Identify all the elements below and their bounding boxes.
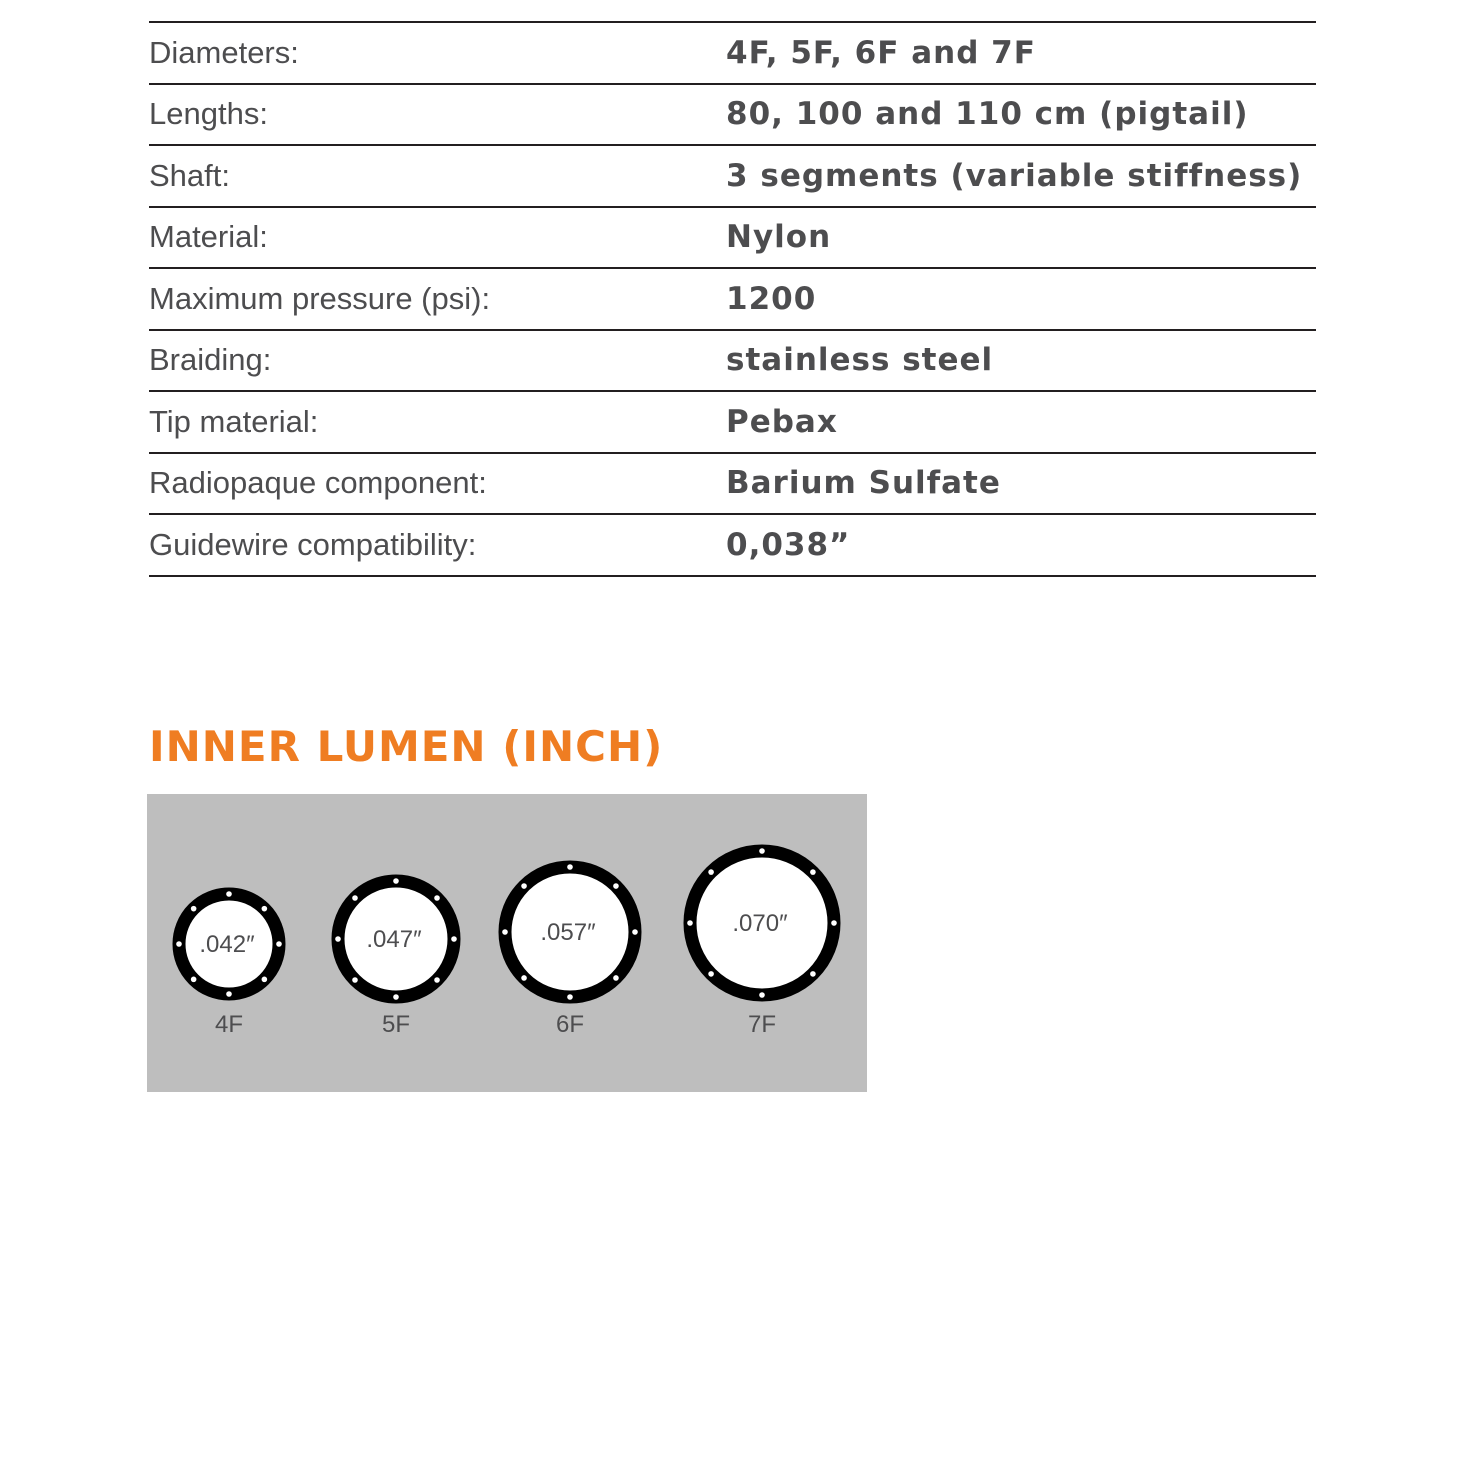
spec-label: Material: <box>149 219 268 255</box>
spec-row-lengths <box>149 85 1316 147</box>
spec-value: Nylon <box>726 219 832 256</box>
braid-dot <box>434 895 440 901</box>
braid-dot <box>502 929 508 935</box>
spec-label: Diameters: <box>149 34 299 70</box>
braid-dot <box>262 977 268 983</box>
braid-dot <box>521 883 527 889</box>
braid-dot <box>567 994 573 1000</box>
spec-label: Tip material: <box>149 403 319 439</box>
lumen-diameter-label: .047″ <box>366 926 422 953</box>
french-size-label: 6F <box>555 1011 585 1038</box>
lumen-cross-section-7f <box>687 848 837 1038</box>
braid-dot <box>352 977 358 983</box>
spec-value: 4F, 5F, 6F and 7F <box>726 34 1036 71</box>
lumen-cross-section-4f <box>176 891 282 1038</box>
braid-dot <box>276 941 282 947</box>
spec-value: stainless steel <box>726 342 994 379</box>
braid-dot <box>759 848 765 854</box>
braid-dot <box>191 906 197 912</box>
braid-dot <box>335 936 341 942</box>
braid-dot <box>393 878 399 884</box>
spec-value: 1200 <box>726 280 817 317</box>
braid-dot <box>434 977 440 983</box>
braid-dot <box>613 975 619 981</box>
spec-value: Barium Sulfate <box>726 465 1001 502</box>
french-size-label: 4F <box>214 1011 244 1038</box>
braid-dot <box>613 883 619 889</box>
spec-value: 0,038” <box>726 526 851 563</box>
braid-dot <box>708 971 714 977</box>
braid-dot <box>521 975 527 981</box>
spec-row-maximum-pressure <box>149 269 1316 331</box>
lumen-cross-section-5f <box>335 878 457 1038</box>
inner-lumen-title: INNER LUMEN (INCH) <box>149 722 664 771</box>
braid-dot <box>831 920 837 926</box>
braid-dot <box>226 891 232 897</box>
french-size-label: 5F <box>381 1011 411 1038</box>
braid-dot <box>176 941 182 947</box>
spec-row-material <box>149 208 1316 270</box>
french-size-label: 7F <box>747 1011 777 1038</box>
spec-value: 3 segments (variable stiffness) <box>726 157 1303 194</box>
braid-dot <box>810 971 816 977</box>
lumen-diagram <box>147 794 867 1092</box>
spec-label: Shaft: <box>149 157 230 193</box>
braid-dot <box>393 994 399 1000</box>
braid-dot <box>759 992 765 998</box>
spec-label: Lengths: <box>149 96 268 132</box>
spec-row-tip-material <box>149 392 1316 454</box>
braid-dot <box>567 864 573 870</box>
spec-row-shaft <box>149 146 1316 208</box>
specifications-table <box>149 21 1316 577</box>
braid-dot <box>262 906 268 912</box>
lumen-diameter-label: .070″ <box>732 910 788 937</box>
spec-label: Braiding: <box>149 342 272 378</box>
spec-label: Guidewire compatibility: <box>149 526 477 562</box>
braid-dot <box>687 920 693 926</box>
spec-label: Radiopaque component: <box>149 465 487 501</box>
spec-value: 80, 100 and 110 cm (pigtail) <box>726 96 1249 133</box>
braid-dot <box>810 869 816 875</box>
spec-row-guidewire-compatibility <box>149 515 1316 577</box>
braid-dot <box>352 895 358 901</box>
lumen-cross-section-6f <box>502 864 638 1038</box>
lumen-diameter-label: .057″ <box>540 919 596 946</box>
spec-row-radiopaque-component <box>149 454 1316 516</box>
spec-value: Pebax <box>726 403 838 440</box>
braid-dot <box>632 929 638 935</box>
braid-dot <box>226 991 232 997</box>
braid-dot <box>191 977 197 983</box>
spec-row-diameters <box>149 23 1316 85</box>
braid-dot <box>451 936 457 942</box>
inner-lumen-panel <box>147 794 867 1092</box>
spec-row-braiding <box>149 331 1316 393</box>
lumen-diameter-label: .042″ <box>199 931 255 958</box>
spec-label: Maximum pressure (psi): <box>149 280 491 316</box>
braid-dot <box>708 869 714 875</box>
